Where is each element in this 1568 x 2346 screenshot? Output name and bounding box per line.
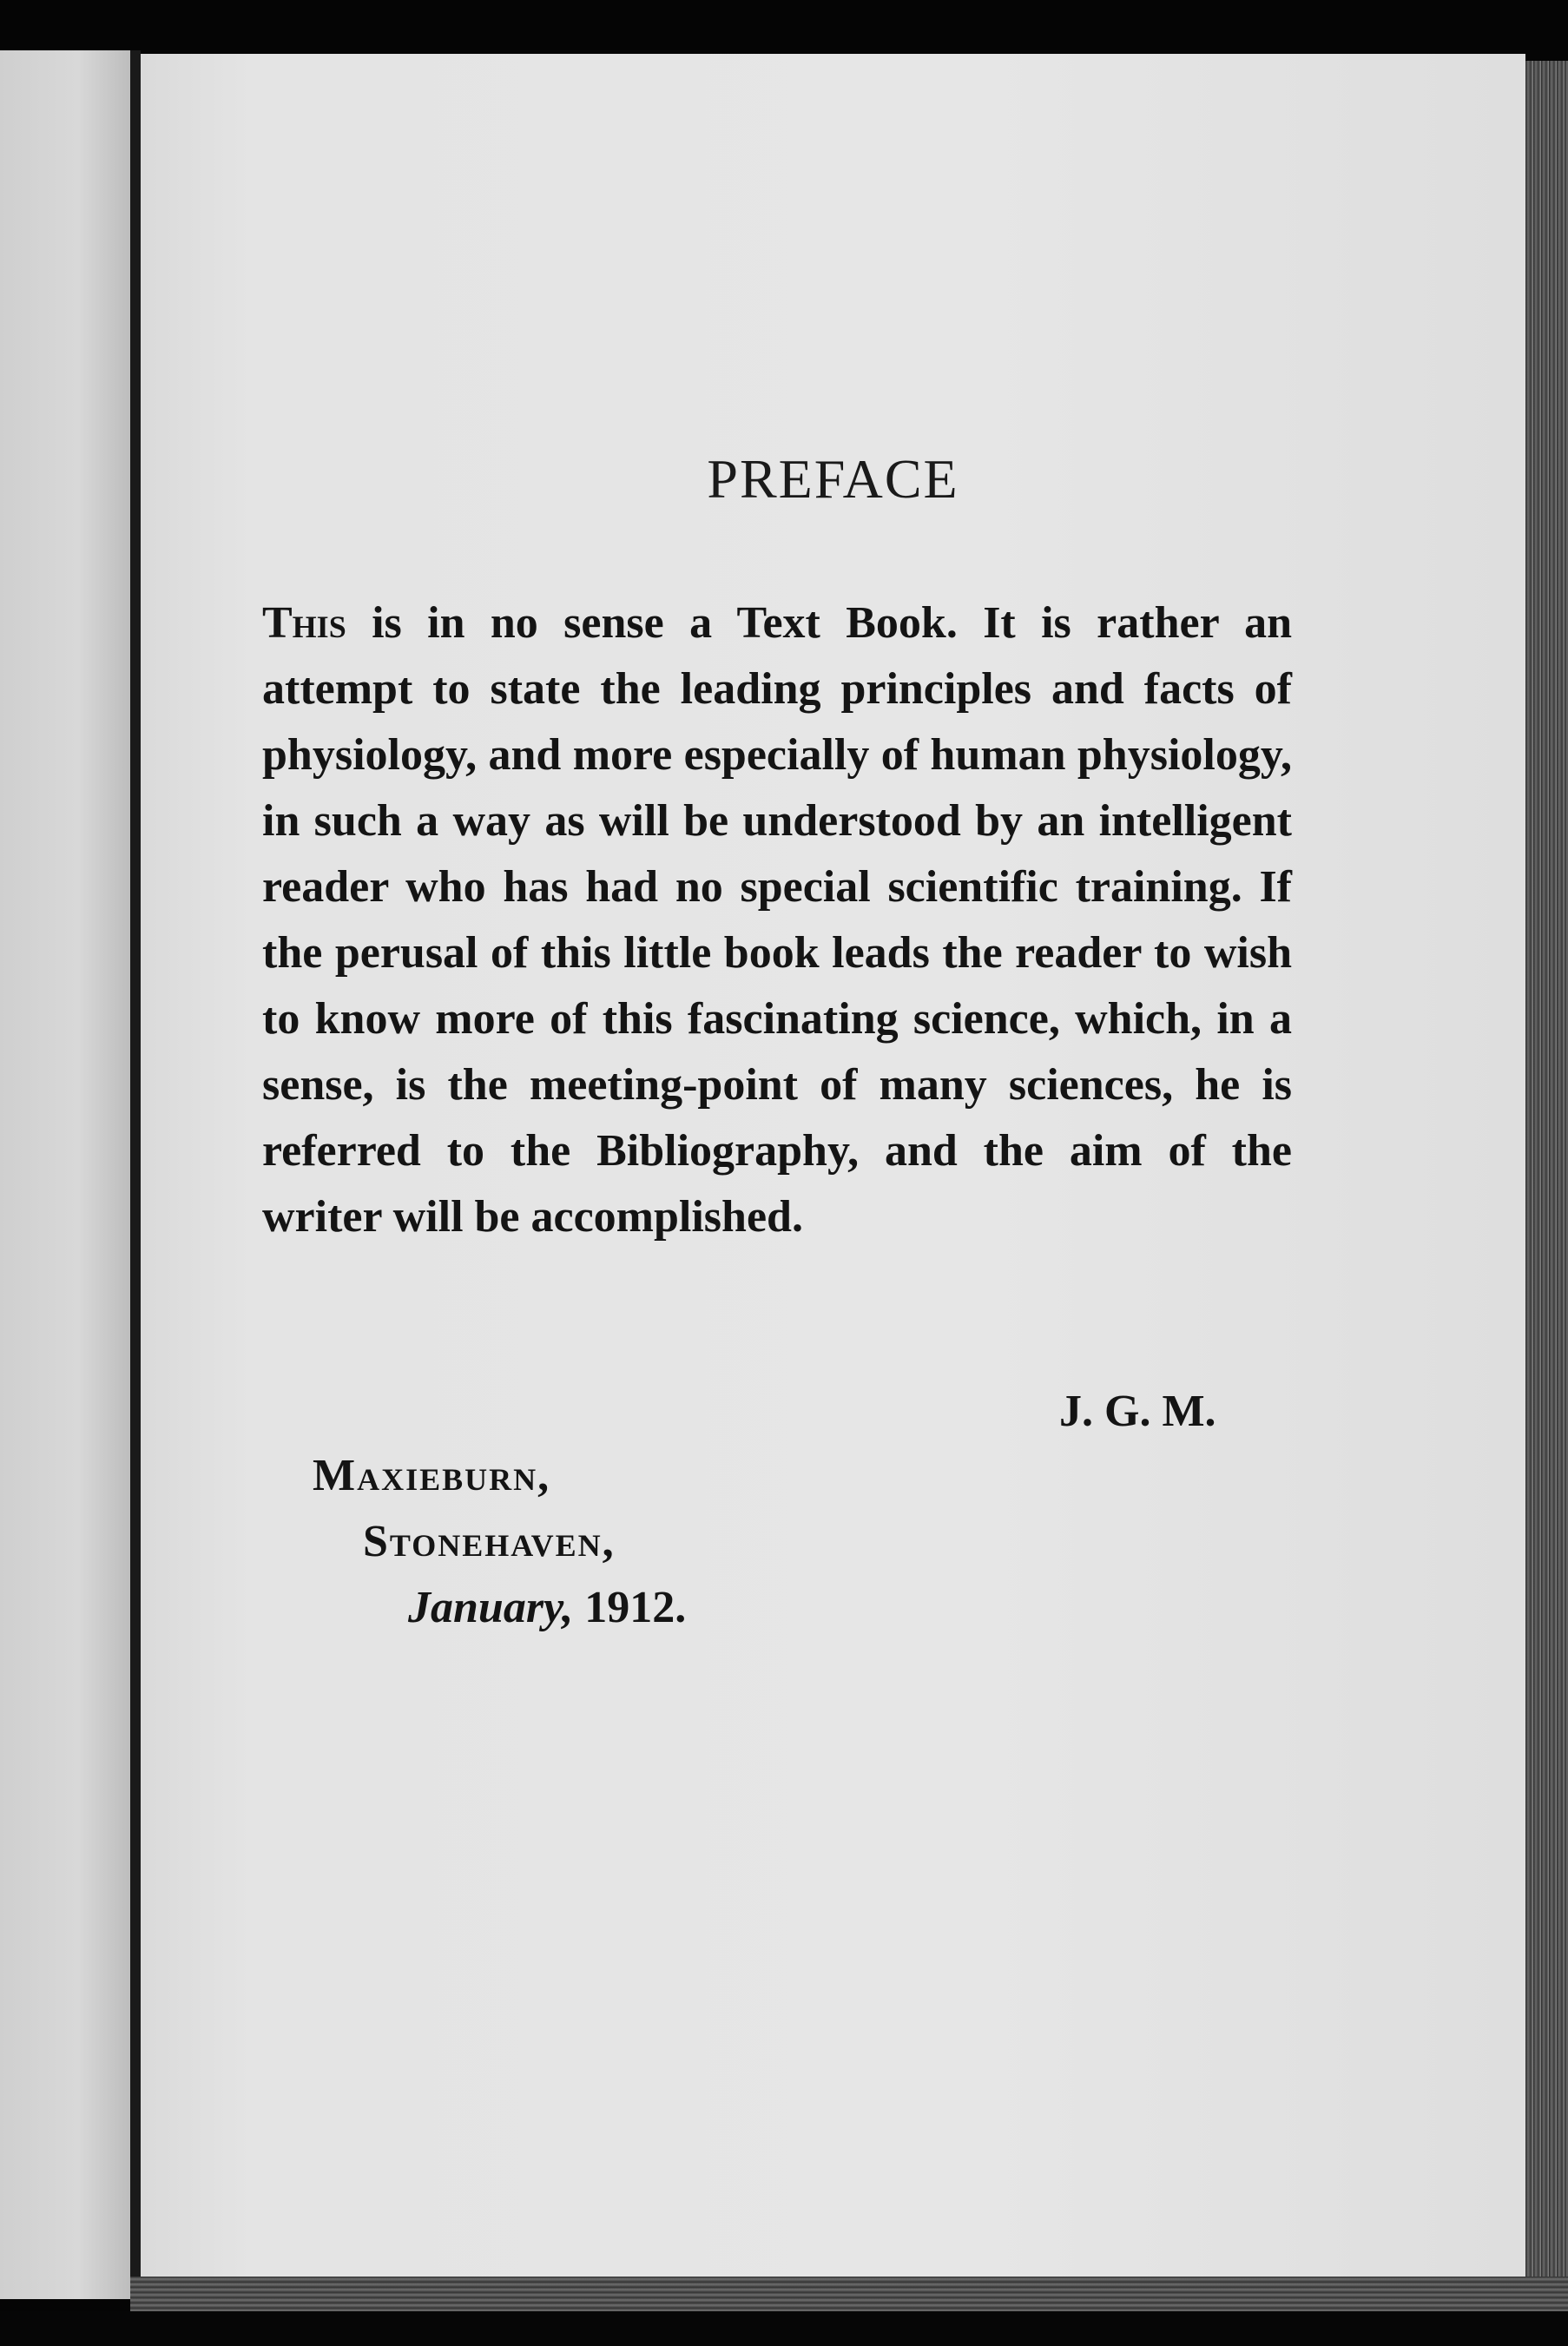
- date-year: 1912.: [584, 1583, 687, 1632]
- paragraph-first-word: This: [262, 598, 346, 648]
- date-line: [408, 1582, 686, 1633]
- scan-border: [0, 2311, 1568, 2346]
- book-gutter: [130, 50, 141, 2299]
- date-month: January,: [408, 1583, 574, 1632]
- preface-paragraph: [262, 590, 1292, 1250]
- paragraph-text: is in no sense a Text Book. It is rather an attempt to state the leading principles and facts of physiology, and more especially of human physiology, in such a way as will be understood by an intelligent reader who has had no special scientific training. If the perusal of this little book leads the reader to wish to know more of this fascinating science, which, in a sense, is the meeting-point of many sciences, he is referred to the Bibliography, and the aim of the writer will be accomplished.: [262, 598, 1292, 1242]
- facing-page-edge: [0, 50, 130, 2299]
- page-bottom-edge: [130, 2277, 1568, 2311]
- author-initials: J. G. M.: [1059, 1387, 1216, 1436]
- address-line-2: Stonehaven,: [363, 1517, 616, 1566]
- page-title: PREFACE: [707, 448, 959, 510]
- address-line-1: Maxieburn,: [313, 1451, 551, 1500]
- page-stack-edge: [1525, 61, 1568, 2283]
